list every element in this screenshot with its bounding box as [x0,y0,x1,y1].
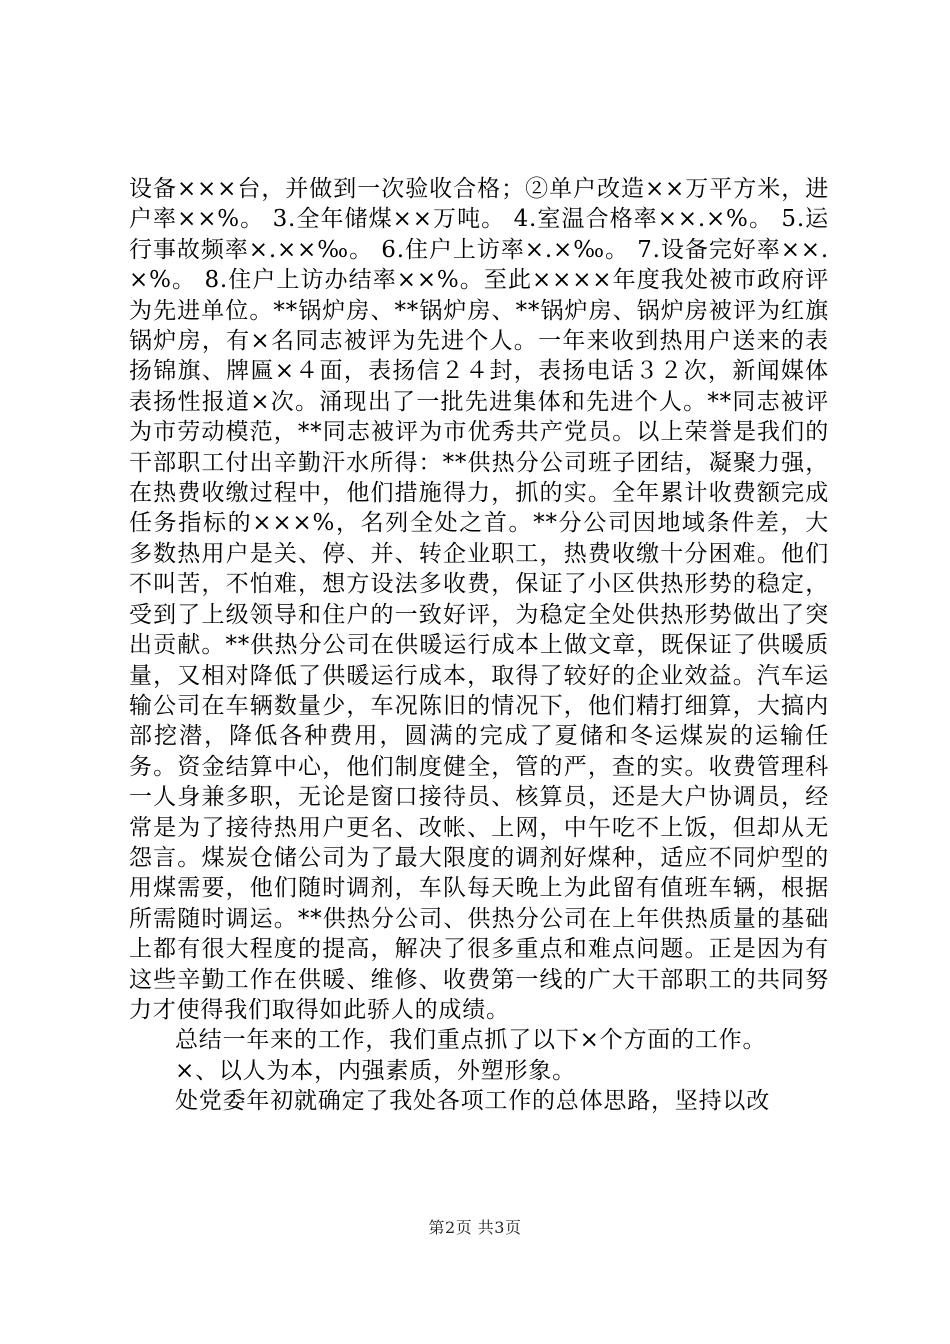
body-paragraph-2: 总结一年来的工作，我们重点抓了以下×个方面的工作。 [175,1027,767,1054]
body-paragraph-4: 处党委年初就确定了我处各项工作的总体思路，坚持以改 [175,1088,770,1115]
body-paragraph-1: 设备×××台，并做到一次验收合格；②单户改造××万平方米，进户率××%。 3.全年储煤××万吨。 4.室温合格率××.×%。 5.运行事故频率×.××‰。 6.住户上访率×.×‰。 7.设备完好率××.×%。 8.住户上访办结率××%。至此××××年度我处被市政府评为先进单位。**锅炉房、**锅炉房、**锅炉房、锅炉房被评为红旗锅炉房，有×名同志被评为先进个人。一年来收到热用户送来的表扬锦旗、牌匾×４面，表扬信２４封，表扬电话３２次，新闻媒体表扬性报道×次。涌现出了一批先进集体和先进个人。**同志被评为市劳动模范，**同志被评为市优秀共产党员。以上荣誉是我们的干部职工付出辛勤汗水所得：**供热分公司班子团结，凝聚力强，在热费收缴过程中，他们措施得力，抓的实。全年累计收费额完成任务指标的×××%，名列全处之首。**分公司因地域条件差，大多数热用户是关、停、并、转企业职工，热费收缴十分困难。他们不叫苦，不怕难，想方设法多收费，保证了小区供热形势的稳定，受到了上级领导和住户的一致好评，为稳定全处供热形势做出了突出贡献。**供热分公司在供暖运行成本上做文章，既保证了供暖质量，又相对降低了供暖运行成本，取得了较好的企业效益。汽车运输公司在车辆数量少，车况陈旧的情况下，他们精打细算，大搞内部挖潜，降低各种费用，圆满的完成了夏储和冬运煤炭的运输任务。资金结算中心，他们制度健全，管的严，查的实。收费管理科一人身兼多职，无论是窗口接待员、核算员，还是大户协调员，经常是为了接待热用户更名、改帐、上网，中午吃不上饭，但却从无怨言。煤炭仓储公司为了最大限度的调剂好煤种，适应不同炉型的用煤需要，他们随时调剂，车队每天晚上为此留有值班车辆，根据所需随时调运。**供热分公司、供热分公司在上年供热质量的基础上都有很大程度的提高，解决了很多重点和难点问题。正是因为有这些辛勤工作在供暖、维修、收费第一线的广大干部职工的共同努力才使得我们取得如此骄人的成绩。 [129,176,829,1023]
body-paragraph-3: ×、以人为本，内强素质，外塑形象。 [175,1057,576,1084]
page-footer: 第2页 共3页 [428,1218,522,1237]
document-body [129,174,829,1117]
